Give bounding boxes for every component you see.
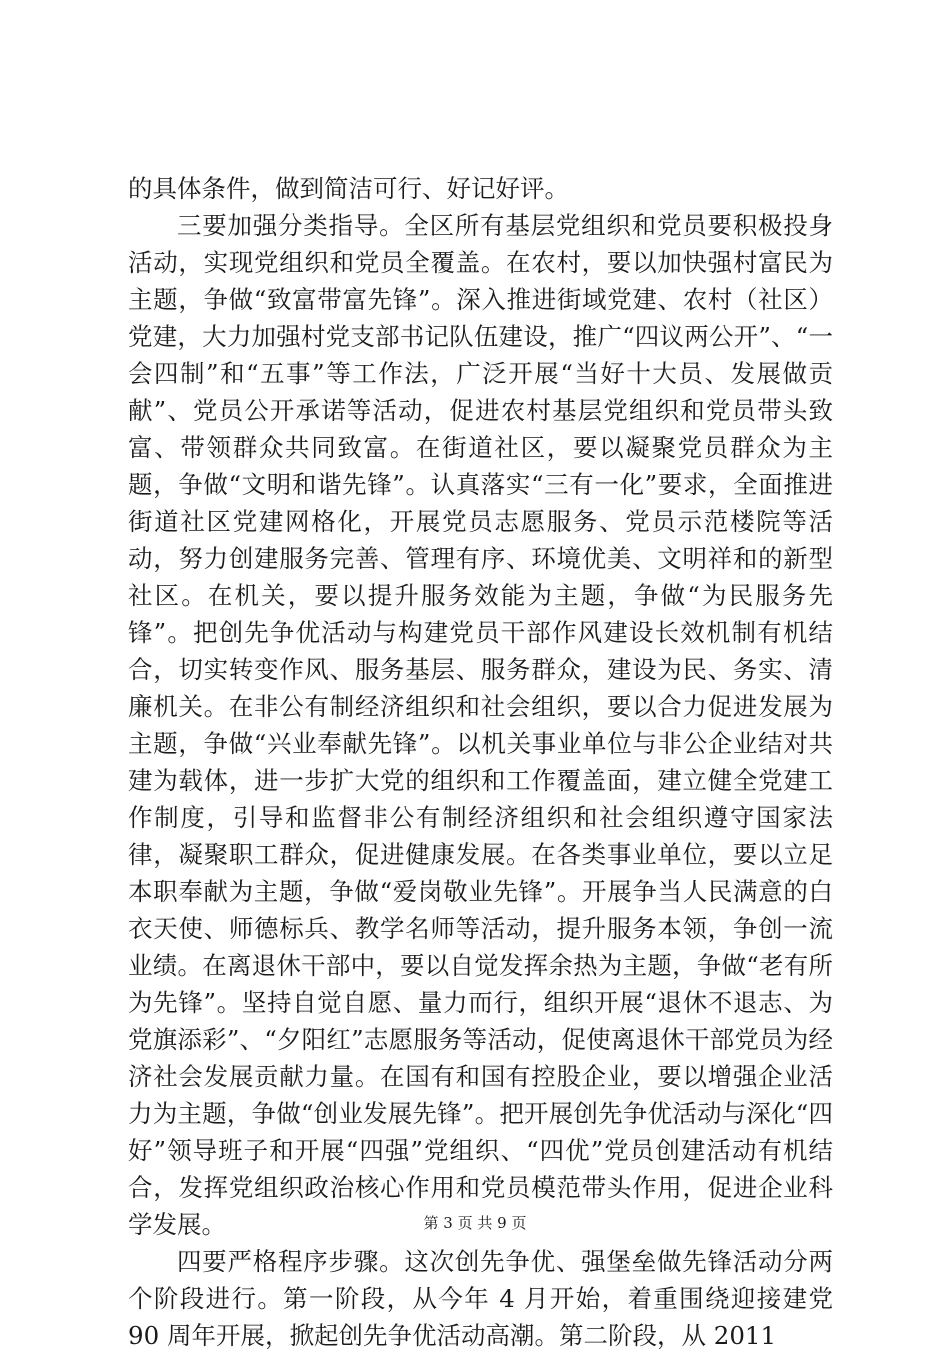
document-body — [128, 170, 833, 1354]
page-footer — [0, 1213, 950, 1233]
paragraph-2: 三要加强分类指导。全区所有基层党组织和党员要积极投身活动，实现党组织和党员全覆盖。在农村，要以加快强村富民为主题，争做“致富带富先锋”。深入推进街域党建、农村（社区）党建，大力加强村党支部书记队伍建设，推广“四议两公开”、“一会四制”和“五事”等工作法，广泛开展“当好十大员、发展做贡献”、党员公开承诺等活动，促进农村基层党组织和党员带头致富、带领群众共同致富。在街道社区，要以凝聚党员群众为主题，争做“文明和谐先锋”。认真落实“三有一化”要求，全面推进街道社区党建网格化，开展党员志愿服务、党员示范楼院等活动，努力创建服务完善、管理有序、环境优美、文明祥和的新型社区。在机关，要以提升服务效能为主题，争做“为民服务先锋”。把创先争优活动与构建党员干部作风建设长效机制有机结合，切实转变作风、服务基层、服务群众，建设为民、务实、清廉机关。在非公有制经济组织和社会组织，要以合力促进发展为主题，争做“兴业奉献先锋”。以机关事业单位与非公企业结对共建为载体，进一步扩大党的组织和工作覆盖面，建立健全党建工作制度，引导和监督非公有制经济组织和社会组织遵守国家法律，凝聚职工群众，促进健康发展。在各类事业单位，要以立足本职奉献为主题，争做“爱岗敬业先锋”。开展争当人民满意的白衣天使、师德标兵、教学名师等活动，提升服务本领，争创一流业绩。在离退休干部中，要以自觉发挥余热为主题，争做“老有所为先锋”。坚持自觉自愿、量力而行，组织开展“退休不退志、为党旗添彩”、“夕阳红”志愿服务等活动，促使离退休干部党员为经济社会发展贡献力量。在国有和国有控股企业，要以增强企业活力为主题，争做“创业发展先锋”。把开展创先争优活动与深化“四好”领导班子和开展“四强”党组织、“四优”党员创建活动有机结合，发挥党组织政治核心作用和党员模范带头作用，促进企业科学发展。 — [128, 211, 833, 1239]
page-number: 第 3 页 共 9 页 — [423, 1214, 527, 1232]
paragraph-1: 的具体条件，做到简洁可行、好记好评。 — [128, 174, 569, 203]
paragraph-3: 四要严格程序步骤。这次创先争优、强堡垒做先锋活动分两个阶段进行。第一阶段，从今年 4 月开始，着重围绕迎接建党 90 周年开展，掀起创先争优活动高潮。第二阶段，从 2011 — [128, 1247, 833, 1350]
